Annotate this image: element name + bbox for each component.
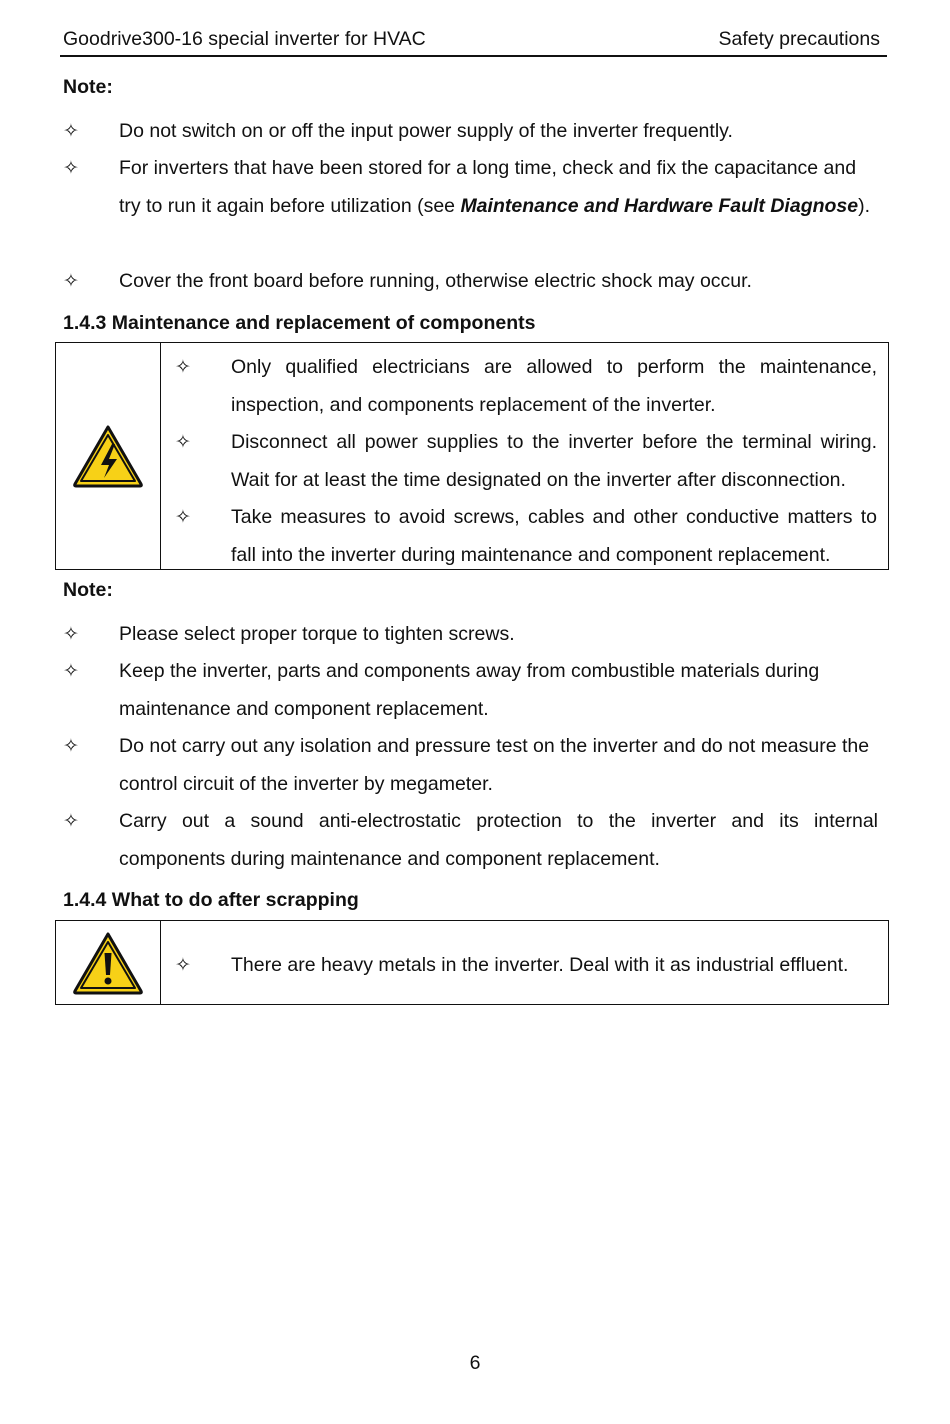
list-item <box>63 150 878 225</box>
list-item <box>63 263 878 301</box>
high-voltage-warning-icon <box>72 424 144 488</box>
list-item-text-after: ). <box>858 194 871 217</box>
list-item <box>175 424 877 499</box>
list-item <box>175 499 877 574</box>
list-item-text: Cover the front board before running, otherwise electric shock may occur. <box>119 270 752 292</box>
list-item-text: Do not switch on or off the input power supply of the inverter frequently. <box>119 120 733 142</box>
page-header <box>63 28 880 52</box>
page-number: 6 <box>469 1352 481 1374</box>
bullet-icon: ✧ <box>63 120 79 142</box>
list-item-text: Please select proper torque to tighten screws. <box>119 623 515 645</box>
list-item-text: Do not carry out any isolation and pressure test on the inverter and do not measure the control circuit of the inverter by megameter. <box>119 735 870 795</box>
warning-box <box>55 920 889 1005</box>
bullet-icon: ✧ <box>63 660 79 682</box>
list-item-text <box>119 150 878 225</box>
list-item-text: Carry out a sound anti-electrostatic protection to the inverter and its internal components during maintenance and component replacement. <box>119 810 878 870</box>
warning-box <box>55 342 889 570</box>
document-title: Goodrive300-16 special inverter for HVAC <box>63 28 426 50</box>
note-title: Note: <box>63 579 113 601</box>
bullet-icon: ✧ <box>175 954 191 976</box>
list-item <box>175 349 877 424</box>
note-title: Note: <box>63 76 113 98</box>
bullet-icon: ✧ <box>175 356 191 378</box>
list-item-text: Only qualified electricians are allowed to perform the maintenance, inspection, and components replacement of the inverter. <box>231 356 877 416</box>
bullet-icon: ✧ <box>63 270 79 292</box>
bullet-icon: ✧ <box>175 431 191 453</box>
list-item-text: Disconnect all power supplies to the inverter before the terminal wiring. Wait for at least the time designated on the inverter after disconnection. <box>231 431 877 491</box>
bullet-icon: ✧ <box>63 623 79 645</box>
warning-icon-cell <box>56 921 161 1004</box>
list-item <box>175 947 877 985</box>
list-item-text: Take measures to avoid screws, cables and other conductive matters to fall into the inverter during maintenance and component replacement. <box>231 506 877 566</box>
list-item <box>63 113 878 151</box>
list-item <box>63 803 878 878</box>
list-item-text: Keep the inverter, parts and components away from combustible materials during maintenance and component replacement. <box>119 660 820 720</box>
bullet-icon: ✧ <box>63 735 79 757</box>
list-item-text: There are heavy metals in the inverter. Deal with it as industrial effluent. <box>231 954 849 976</box>
list-item-text-before: For inverters that have been stored for a long time, check and fix the capacitance and try to run it again before utilization (see <box>119 157 857 217</box>
cross-reference-link[interactable]: Maintenance and Hardware Fault Diagnose <box>460 194 859 217</box>
list-item <box>63 728 878 803</box>
section-heading: 1.4.4 What to do after scrapping <box>63 889 359 911</box>
general-warning-icon <box>72 931 144 995</box>
bullet-icon: ✧ <box>63 157 79 179</box>
list-item <box>63 653 878 728</box>
bullet-icon: ✧ <box>63 810 79 832</box>
bullet-icon: ✧ <box>175 506 191 528</box>
warning-icon-cell <box>56 343 161 569</box>
header-divider <box>60 55 887 57</box>
chapter-title: Safety precautions <box>718 28 880 50</box>
list-item <box>63 616 878 654</box>
section-heading: 1.4.3 Maintenance and replacement of components <box>63 312 536 334</box>
